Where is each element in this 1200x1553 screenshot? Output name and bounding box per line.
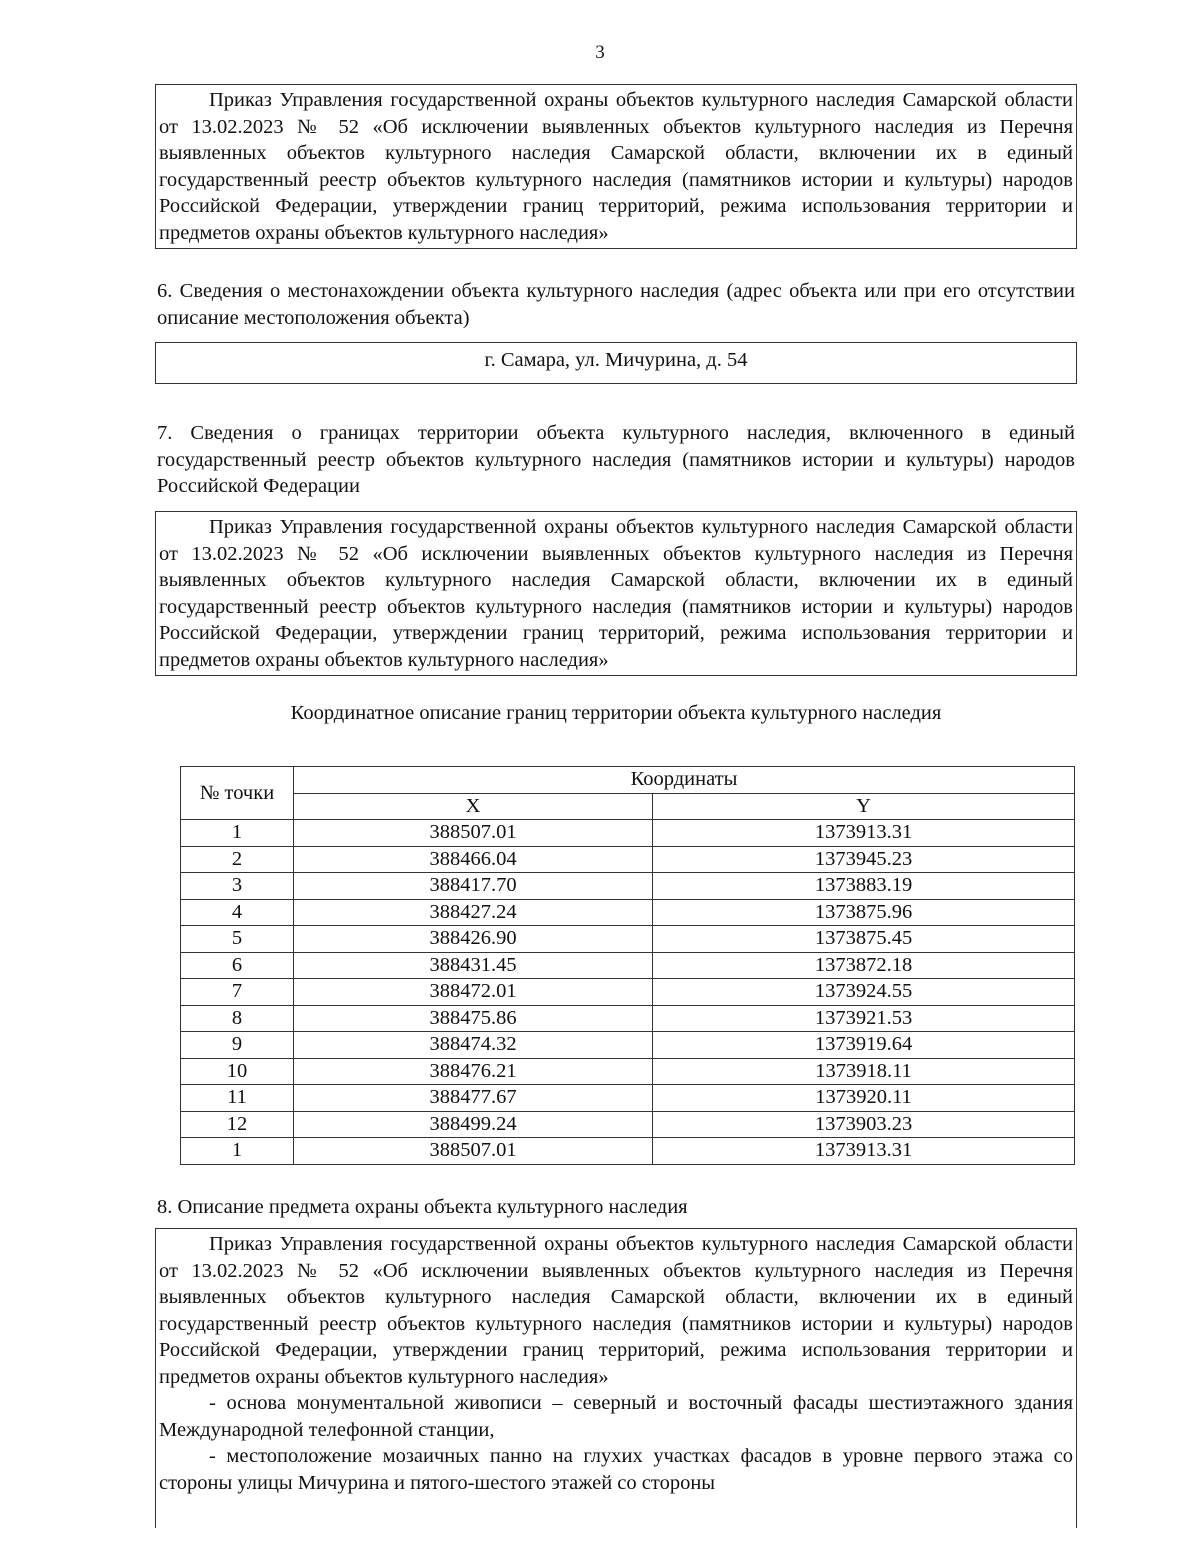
- table-row: [181, 1032, 1075, 1059]
- point-number: 6: [181, 952, 294, 979]
- y-value: 1373945.23: [653, 846, 1075, 873]
- x-value: 388507.01: [294, 820, 653, 847]
- point-number: 3: [181, 873, 294, 900]
- table-row: [181, 820, 1075, 847]
- y-value: 1373883.19: [653, 873, 1075, 900]
- page-number: 3: [595, 42, 605, 63]
- point-number: 1: [181, 1138, 294, 1165]
- protection-item-1: - основа монументальной живописи – северный и восточный фасады шестиэтажного здания Международной телефонной станции,: [159, 1392, 1073, 1441]
- y-value: 1373913.31: [653, 820, 1075, 847]
- x-value: 388417.70: [294, 873, 653, 900]
- col-coords-header: Координаты: [294, 767, 1075, 794]
- x-value: 388507.01: [294, 1138, 653, 1165]
- col-point-header: № точки: [181, 767, 294, 820]
- section8-heading: 8. Описание предмета охраны объекта культурного наследия: [157, 1196, 688, 1218]
- section6-heading-block: [157, 278, 1075, 331]
- col-y-header: Y: [653, 793, 1075, 820]
- address-value: г. Самара, ул. Мичурина, д. 54: [484, 349, 748, 371]
- point-number: 10: [181, 1058, 294, 1085]
- point-number: 11: [181, 1085, 294, 1112]
- y-value: 1373921.53: [653, 1005, 1075, 1032]
- table-row: [181, 1005, 1075, 1032]
- table-row: [181, 952, 1075, 979]
- order-box-section7: [155, 511, 1077, 676]
- x-value: 388427.24: [294, 899, 653, 926]
- col-x-header: X: [294, 793, 653, 820]
- point-number: 1: [181, 820, 294, 847]
- x-value: 388426.90: [294, 926, 653, 953]
- table-row: [181, 873, 1075, 900]
- x-value: 388499.24: [294, 1111, 653, 1138]
- point-number: 2: [181, 846, 294, 873]
- table-row: [181, 1058, 1075, 1085]
- x-value: 388466.04: [294, 846, 653, 873]
- order-text: Приказ Управления государственной охраны объектов культурного наследия Самарской области от 13.02.2023 № 52 «Об исключении выявленных объектов культурного наследия из Перечня выявленных объектов культурного наследия Самарской области, включении их в единый государственный реестр объектов культурного наследия (памятников истории и культуры) народов Российской Федерации, утверждении границ территорий, режима использования территории и предметов охраны объектов культурного наследия»: [159, 516, 1073, 671]
- y-value: 1373918.11: [653, 1058, 1075, 1085]
- table-row: [181, 1085, 1075, 1112]
- y-value: 1373913.31: [653, 1138, 1075, 1165]
- y-value: 1373924.55: [653, 979, 1075, 1006]
- x-value: 388431.45: [294, 952, 653, 979]
- point-number: 7: [181, 979, 294, 1006]
- section7-heading-block: [157, 420, 1075, 500]
- table-row: [181, 1138, 1075, 1165]
- y-value: 1373875.96: [653, 899, 1075, 926]
- coord-caption: Координатное описание границ территории объекта культурного наследия: [290, 702, 942, 724]
- x-value: 388477.67: [294, 1085, 653, 1112]
- y-value: 1373903.23: [653, 1111, 1075, 1138]
- coordinates-table: [180, 766, 1075, 1165]
- point-number: 9: [181, 1032, 294, 1059]
- table-row: [181, 1111, 1075, 1138]
- x-value: 388472.01: [294, 979, 653, 1006]
- point-number: 8: [181, 1005, 294, 1032]
- point-number: 4: [181, 899, 294, 926]
- table-row: [181, 979, 1075, 1006]
- y-value: 1373872.18: [653, 952, 1075, 979]
- section8-heading-block: [157, 1194, 1075, 1221]
- address-box: [155, 342, 1077, 384]
- table-row: [181, 846, 1075, 873]
- section7-heading: 7. Сведения о границах территории объекта культурного наследия, включенного в единый государственный реестр объектов культурного наследия (памятников истории и культуры) народов Российской Федерации: [157, 422, 1075, 497]
- x-value: 388475.86: [294, 1005, 653, 1032]
- protection-item-2: - местоположение мозаичных панно на глухих участках фасадов в уровне первого этажа со стороны улицы Мичурина и пятого-шестого этажей со стороны: [159, 1445, 1073, 1494]
- y-value: 1373875.45: [653, 926, 1075, 953]
- point-number: 5: [181, 926, 294, 953]
- section6-heading: 6. Сведения о местонахождении объекта культурного наследия (адрес объекта или при его отсутствии описание местоположения объекта): [157, 280, 1075, 329]
- table-row: [181, 926, 1075, 953]
- order-box-section8: [155, 1228, 1077, 1528]
- order-text: Приказ Управления государственной охраны объектов культурного наследия Самарской области от 13.02.2023 № 52 «Об исключении выявленных объектов культурного наследия из Перечня выявленных объектов культурного наследия Самарской области, включении их в единый государственный реестр объектов культурного наследия (памятников истории и культуры) народов Российской Федерации, утверждении границ территорий, режима использования территории и предметов охраны объектов культурного наследия»: [159, 1233, 1073, 1388]
- order-text: Приказ Управления государственной охраны объектов культурного наследия Самарской области от 13.02.2023 № 52 «Об исключении выявленных объектов культурного наследия из Перечня выявленных объектов культурного наследия Самарской области, включении их в единый государственный реестр объектов культурного наследия (памятников истории и культуры) народов Российской Федерации, утверждении границ территорий, режима использования территории и предметов охраны объектов культурного наследия»: [159, 89, 1073, 244]
- point-number: 12: [181, 1111, 294, 1138]
- order-box-section5: [155, 84, 1077, 249]
- table-row: [181, 899, 1075, 926]
- x-value: 388474.32: [294, 1032, 653, 1059]
- x-value: 388476.21: [294, 1058, 653, 1085]
- y-value: 1373920.11: [653, 1085, 1075, 1112]
- y-value: 1373919.64: [653, 1032, 1075, 1059]
